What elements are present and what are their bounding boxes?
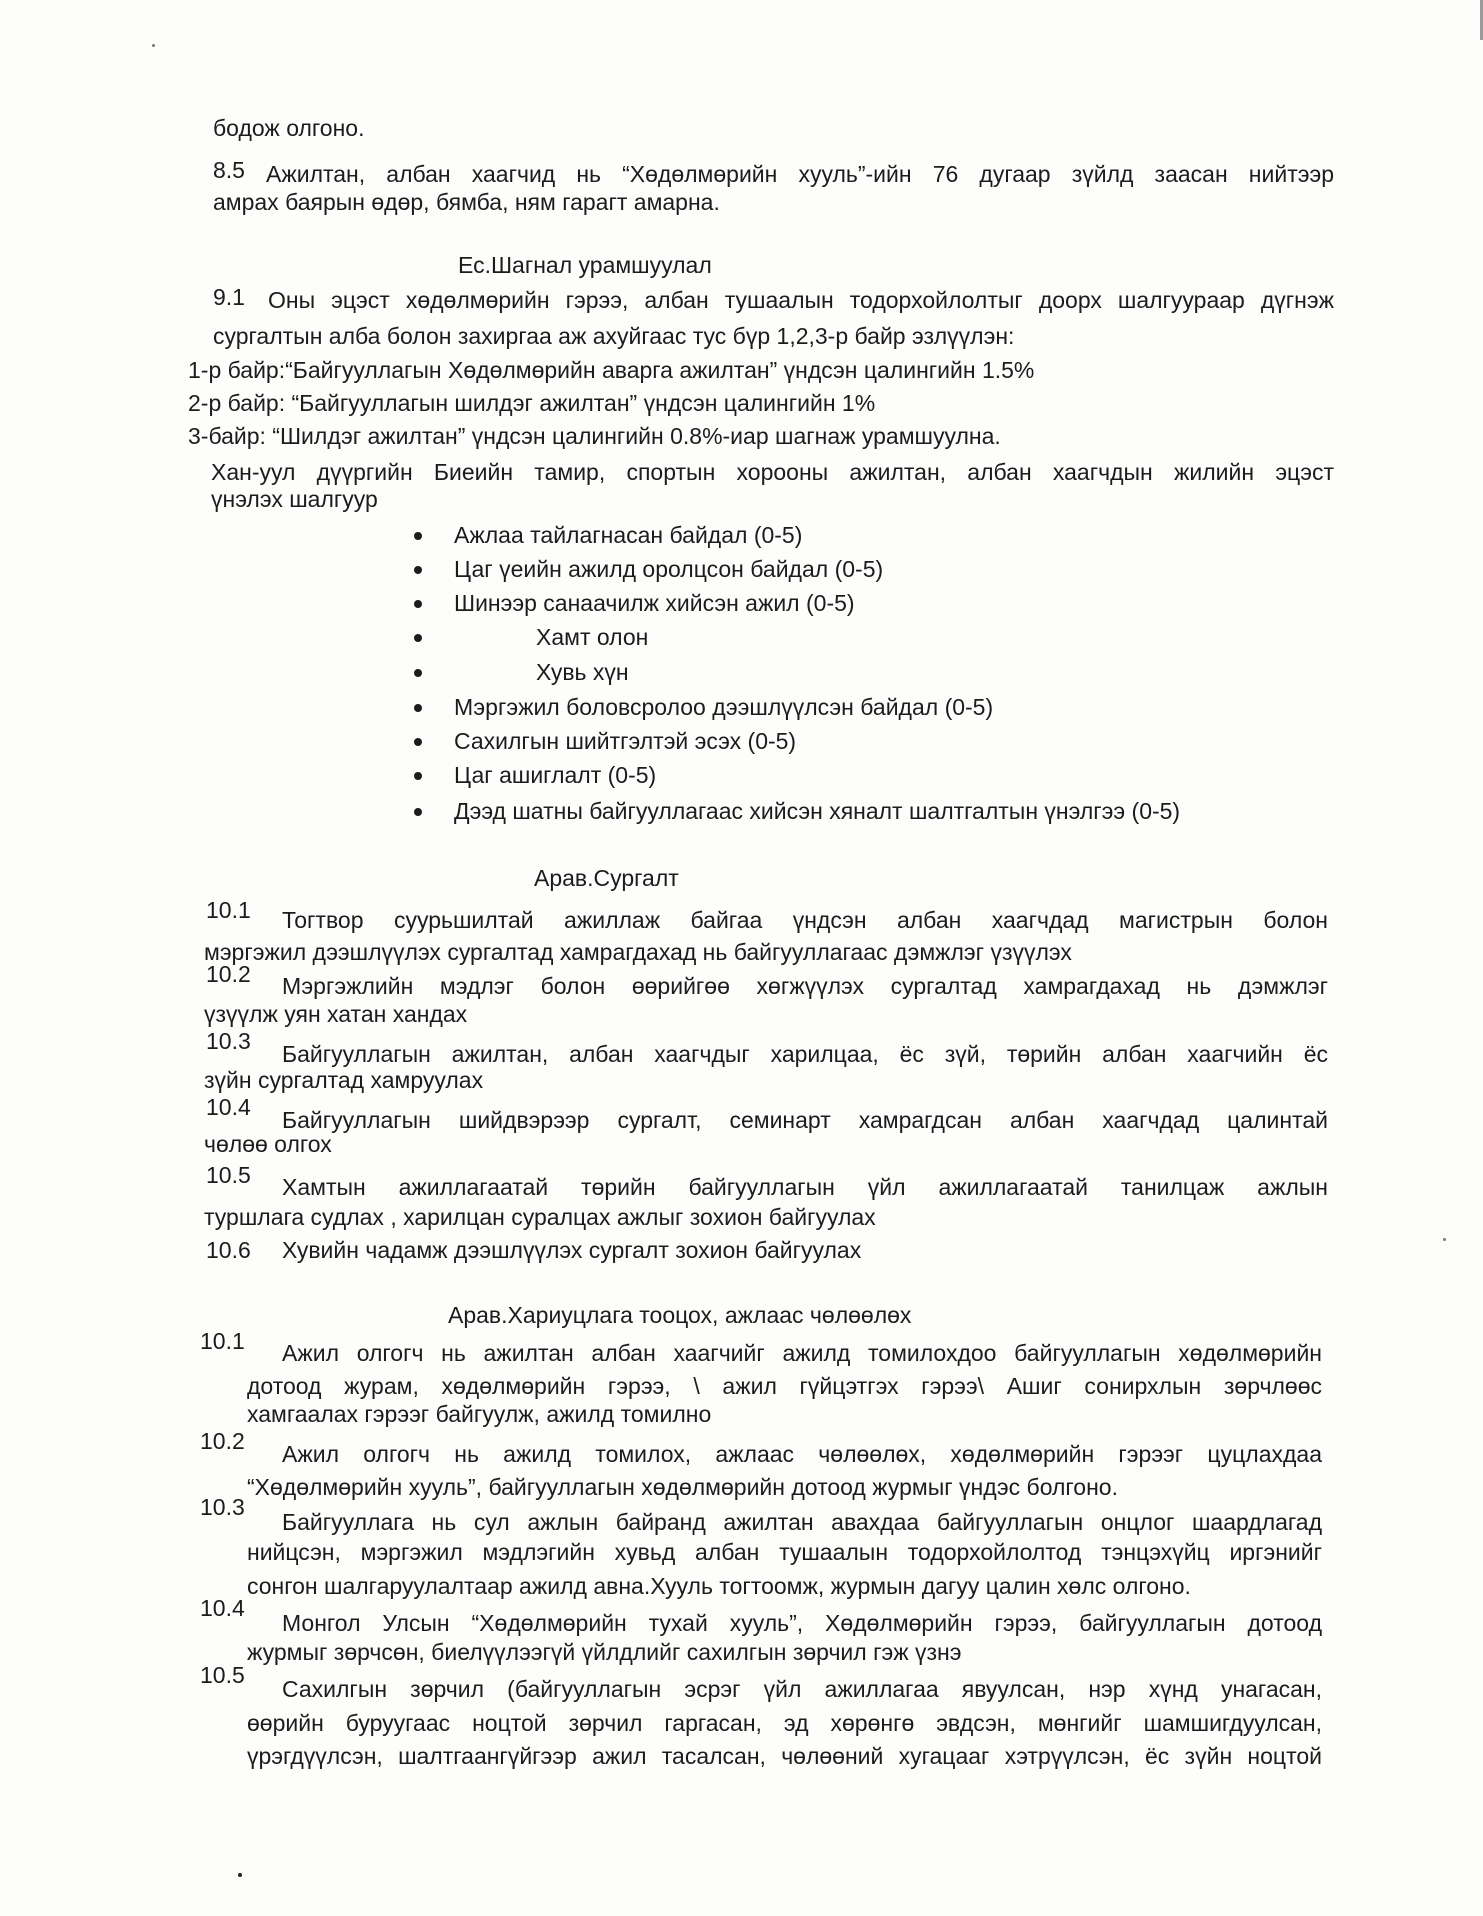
bullet-icon [414,600,422,608]
criteria-item: Цаг ашиглалт (0-5) [454,762,657,788]
section-heading-rewards: Ес.Шагнал урамшуулал [458,252,712,278]
clause-text: Монгол Улсын “Хөдөлмөрийн тухай хууль”, Хөдөлмөрийн гэрээ, байгууллагын дотоод [282,1610,1322,1636]
clause-text: Байгууллагын шийдвэрээр сургалт, семинарт хамрагдсан албан хаагчдад цалинтай [282,1107,1328,1133]
criteria-item: Сахилгын шийтгэлтэй эсэх (0-5) [454,728,797,754]
place-2-text: 2-р байр: “Байгууллагын шилдэг ажилтан” үндсэн цалингийн 1% [188,390,876,416]
criteria-item: Хамт олон [536,624,649,650]
criteria-intro: Хан-уул дүүргийн Биеийн тамир, спортын хорооны ажилтан, албан хаагчдын жилийн эцэст [211,459,1334,485]
clause-text: үзүүлж уян хатан хандах [204,1001,468,1027]
clause-text: Тогтвор суурьшилтай ажиллаж байгаа үндсэн албан хаагчдад магистрын болон [282,907,1328,933]
clause-text: сургалтын алба болон захиргаа аж ахуйгаас тус бүр 1,2,3-р байр эзлүүлэн: [213,323,1015,349]
clause-text: Сахилгын зөрчил (байгууллагын эсрэг үйл ажиллагаа явуулсан, нэр хүнд унагасан, [282,1676,1322,1702]
clause-text: “Хөдөлмөрийн хууль”, байгууллагын хөдөлмөрийн дотоод журмыг үндэс болгоно. [247,1474,1118,1500]
section-heading-responsibility: Арав.Хариуцлага тооцох, ажлаас чөлөөлөх [448,1302,912,1328]
criteria-item: Мэргэжил боловсролоо дээшлүүлсэн байдал (0-5) [454,694,994,720]
place-1-text: 1-р байр:“Байгууллагын Хөдөлмөрийн аварга ажилтан” үндсэн цалингийн 1.5% [188,357,1035,383]
clause-text: мэргэжил дээшлүүлэх сургалтад хамрагдахад нь байгууллагаас дэмжлэг үзүүлэх [204,939,1072,965]
criteria-item: Хувь хүн [536,659,629,685]
bullet-icon [414,808,422,816]
clause-number: 9.1 [213,284,245,310]
clause-number: 10.4 [200,1595,245,1621]
scan-speck [238,1873,242,1877]
criteria-item: Ажлаа тайлагнасан байдал (0-5) [454,522,803,548]
clause-text: Мэргэжлийн мэдлэг болон өөрийгөө хөгжүүлэх сургалтад хамрагдахад нь дэмжлэг [282,973,1328,999]
scan-speck [1443,1238,1446,1241]
bullet-icon [414,669,422,677]
clause-text: Ажил олгогч нь ажилд томилох, ажлаас чөлөөлөх, хөдөлмөрийн гэрээг цуцлахдаа [282,1441,1322,1467]
clause-text: Оны эцэст хөдөлмөрийн гэрээ, албан тушаалын тодорхойлолтыг доорх шалгуураар дүгнэж [268,287,1334,313]
criteria-item: Дээд шатны байгууллагаас хийсэн хяналт шалтгалтын үнэлгээ (0-5) [454,798,1181,824]
clause-text: нийцсэн, мэргэжил мэдлэгийн хувьд албан тушаалын тодорхойлолтод тэнцэхүйц иргэнийг [247,1539,1322,1565]
clause-text: зүйн сургалтад хамруулах [204,1067,484,1093]
clause-text: өөрийн буруугаас ноцтой зөрчил гаргасан, эд хөрөнгө эвдсэн, мөнгийг шамшигдуулсан, [247,1710,1322,1736]
clause-number: 10.3 [200,1494,245,1520]
clause-text: сонгон шалгаруулалтаар ажилд авна.Хууль тогтоомж, журмын дагуу цалин хөлс олгоно. [247,1573,1191,1599]
bullet-icon [414,704,422,712]
clause-text: журмыг зөрчсөн, биелүүлээгүй үйлдлийг сахилгын зөрчил гэж үзнэ [247,1639,962,1665]
clause-number: 10.2 [206,961,251,987]
clause-text: Хамтын ажиллагаатай төрийн байгууллагын үйл ажиллагаатай танилцаж ажлын [282,1174,1328,1200]
clause-number: 10.5 [206,1162,251,1188]
clause-text: амрах баярын өдөр, бямба, ням гарагт амарна. [213,189,720,215]
section-heading-training: Арав.Сургалт [534,865,679,891]
clause-text: чөлөө олгох [204,1131,332,1157]
clause-text: хамгаалах гэрээг байгуулж, ажилд томилно [247,1401,712,1427]
clause-text: Хувийн чадамж дээшлүүлэх сургалт зохион байгуулах [282,1237,862,1263]
clause-text: туршлага судлах , харилцан суралцах ажлыг зохион байгуулах [204,1204,876,1230]
criteria-intro: үнэлэх шалгуур [211,486,378,512]
clause-text: Байгууллага нь сул ажлын байранд ажилтан авахдаа байгууллагын онцлог шаардлагад [282,1509,1322,1535]
criteria-item: Цаг үеийн ажилд оролцсон байдал (0-5) [454,556,884,582]
clause-number: 10.5 [200,1662,245,1688]
clause-text: Ажилтан, албан хаагчид нь “Хөдөлмөрийн хууль”-ийн 76 дугаар зүйлд заасан нийтээр [266,161,1334,187]
clause-text: үрэгдүүлсэн, шалтгаангүйгээр ажил тасалсан, чөлөөний хугацааг хэтрүүлсэн, ёс зүйн ноцтой [247,1743,1322,1769]
clause-number: 10.1 [200,1328,245,1354]
clause-text: Байгууллагын ажилтан, албан хаагчдыг харилцаа, ёс зүй, төрийн албан хаагчийн ёс [282,1041,1328,1067]
bullet-icon [414,738,422,746]
criteria-item: Шинээр санаачилж хийсэн ажил (0-5) [454,590,855,616]
clause-number: 10.4 [206,1094,251,1120]
continuation-text: бодож олгоно. [213,115,365,141]
bullet-icon [414,772,422,780]
place-3-text: 3-байр: “Шилдэг ажилтан” үндсэн цалингийн 0.8%-иар шагнаж урамшуулна. [188,423,1001,449]
clause-number: 10.6 [206,1237,251,1263]
bullet-icon [414,566,422,574]
clause-number: 8.5 [213,157,245,183]
clause-number: 10.1 [206,897,251,923]
clause-number: 10.3 [206,1028,251,1054]
clause-text: дотоод журам, хөдөлмөрийн гэрээ, \ ажил гүйцэтгэх гэрээ\ Ашиг сонирхлын зөрчлөөс [247,1373,1322,1399]
bullet-icon [414,532,422,540]
bullet-icon [414,634,422,642]
clause-number: 10.2 [200,1428,245,1454]
clause-text: Ажил олгогч нь ажилтан албан хаагчийг ажилд томилохдоо байгууллагын хөдөлмөрийн [282,1340,1322,1366]
scan-speck [152,44,155,47]
